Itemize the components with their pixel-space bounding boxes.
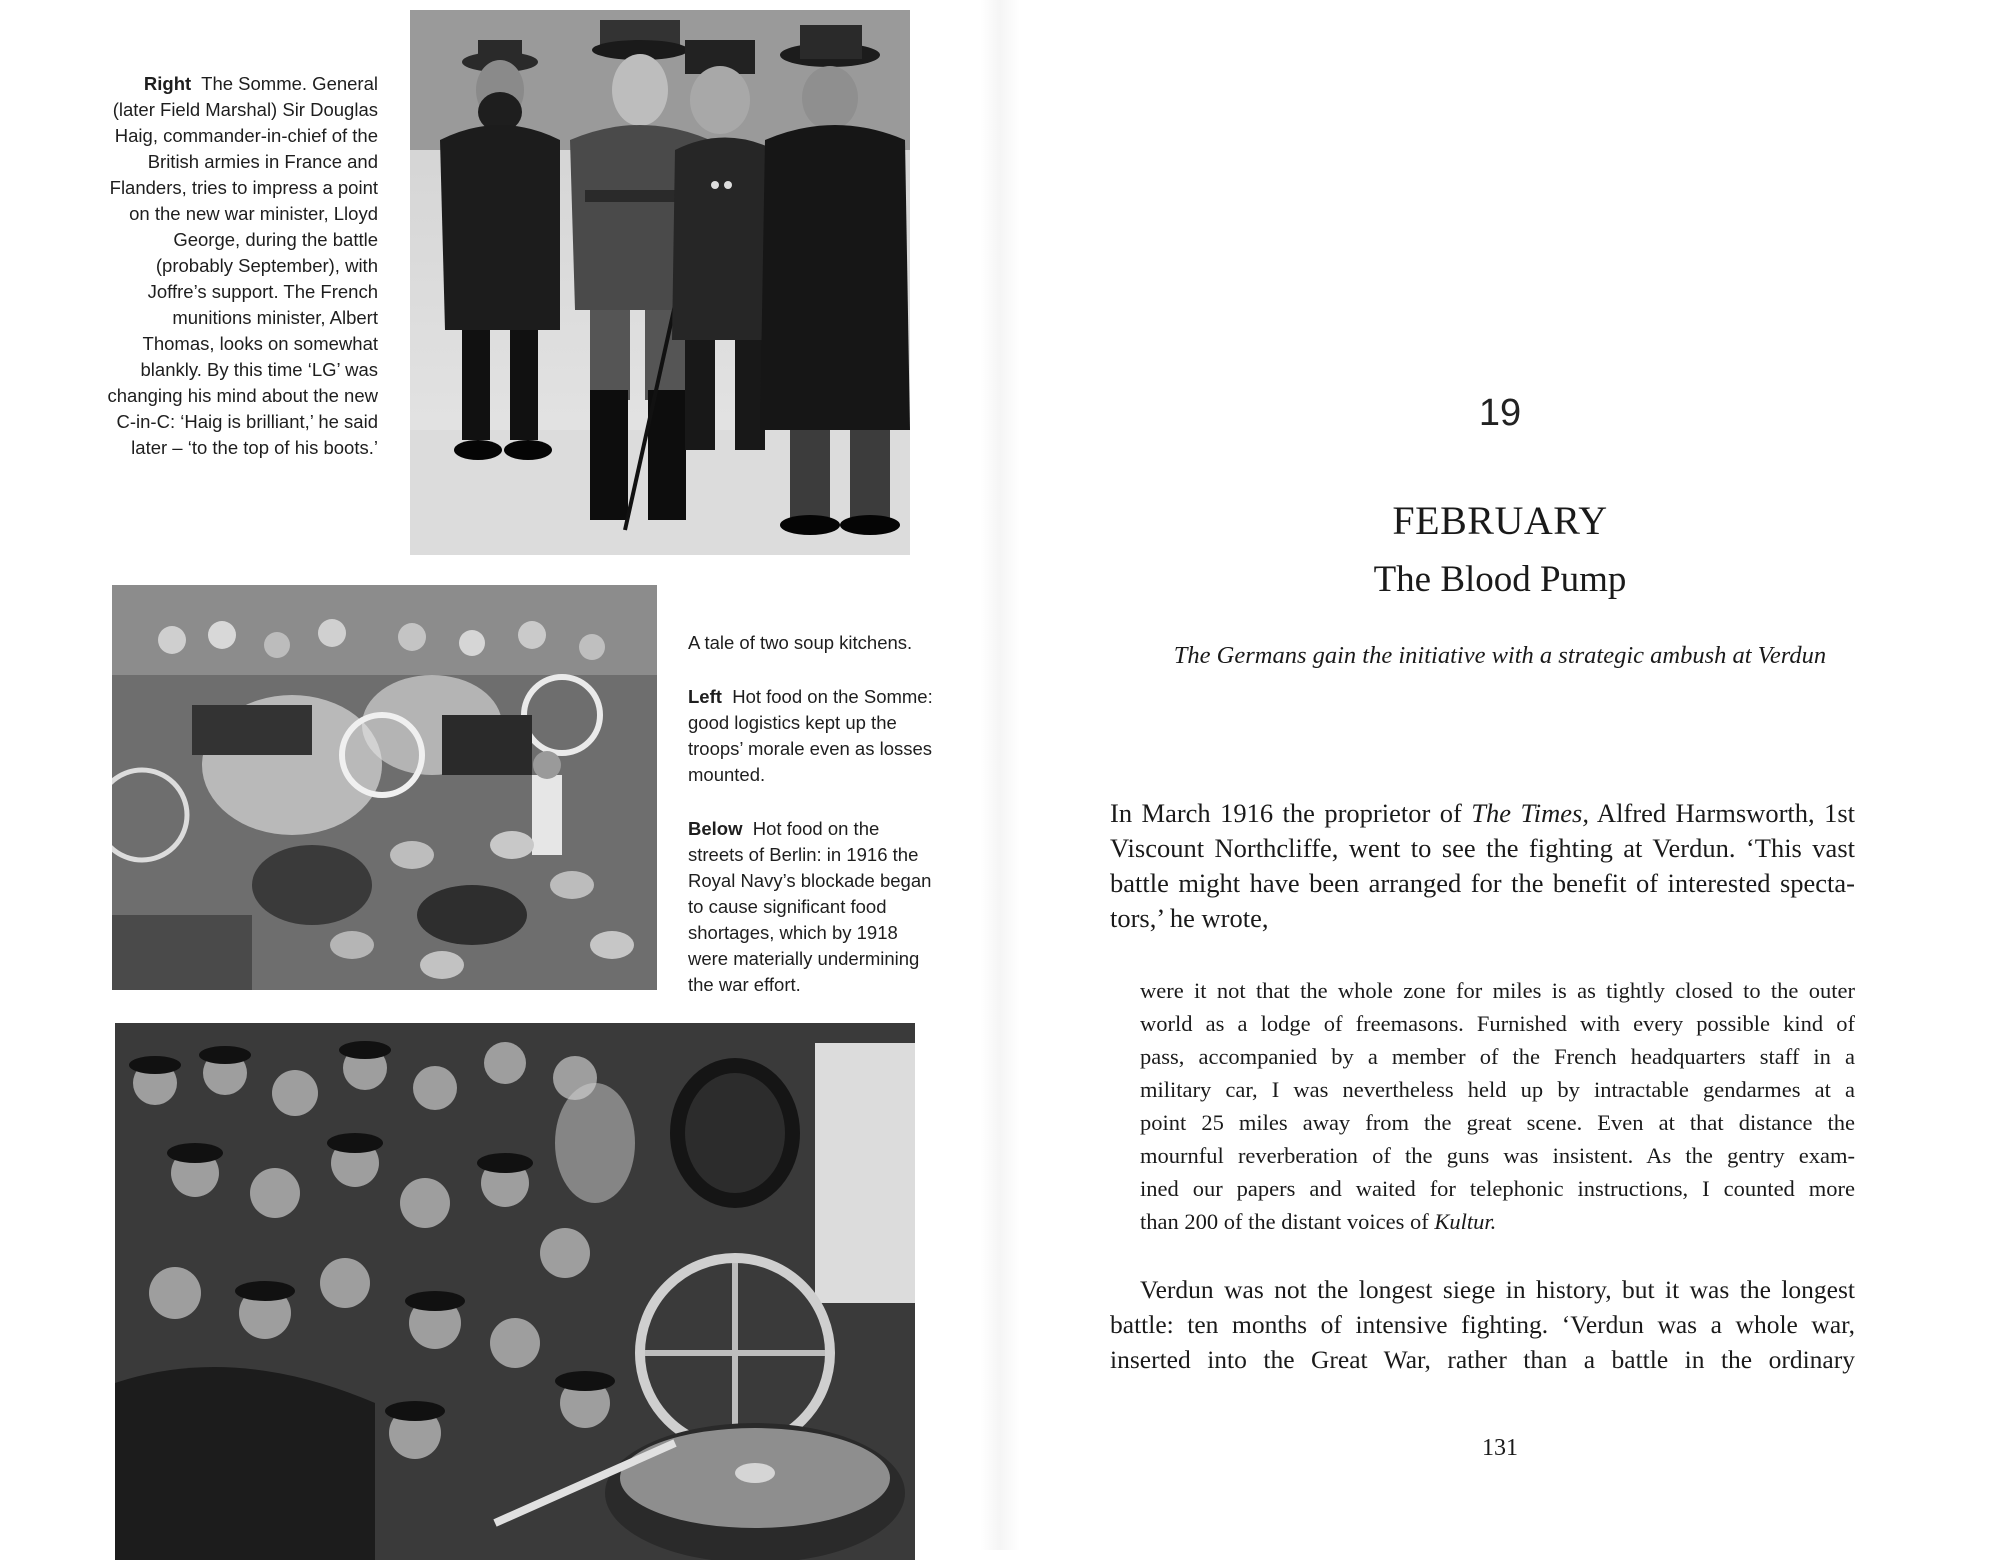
text-run: In March 1916 the proprietor of bbox=[1110, 798, 1472, 828]
block-quote bbox=[1140, 974, 1855, 1238]
body-paragraph-1 bbox=[1110, 796, 1855, 936]
caption-label-right: Right bbox=[143, 73, 192, 94]
photo-somme-soup-kitchen bbox=[112, 585, 657, 990]
text-line: Viscount Northcliffe, went to see the fighting at Verdun. ‘This vast bbox=[1110, 833, 1855, 863]
kultur-word: Kultur. bbox=[1434, 1209, 1497, 1234]
caption-label-left: Left bbox=[688, 686, 722, 707]
caption-haig-photo bbox=[100, 71, 378, 461]
right-page bbox=[1000, 0, 2000, 1550]
quote-line: pass, accompanied by a member of the French headquarters staff in a bbox=[1140, 1044, 1855, 1069]
text-run: than 200 of the distant voices of bbox=[1140, 1209, 1435, 1234]
caption-text-left: Hot food on the Somme: good logistics kept up the troops’ morale even as losses mounted. bbox=[688, 686, 933, 785]
quote-line: military car, I was nevertheless held up by intractable gendarmes at a bbox=[1140, 1077, 1855, 1102]
photo-berlin-image bbox=[115, 1023, 915, 1560]
caption-soup-below bbox=[688, 816, 938, 998]
caption-soup-intro: A tale of two soup kitchens. bbox=[688, 632, 913, 653]
quote-line: mournful reverberation of the guns was insistent. As the gentry exam- bbox=[1140, 1143, 1855, 1168]
page-number: 131 bbox=[1482, 1435, 1518, 1461]
caption-label-below: Below bbox=[688, 818, 743, 839]
caption-soup-kitchens bbox=[688, 630, 938, 1026]
text-line: tors,’ he wrote, bbox=[1110, 903, 1269, 933]
text-run: Alfred Harmsworth, 1st bbox=[1588, 798, 1855, 828]
quote-line: were it not that the whole zone for miles is as tightly closed to the outer bbox=[1140, 978, 1855, 1003]
chapter-subtitle: The Germans gain the initiative with a strategic ambush at Verdun bbox=[1173, 642, 1827, 669]
chapter-number: 19 bbox=[1478, 392, 1522, 434]
left-page bbox=[0, 0, 1000, 1550]
text-line: battle: ten months of intensive fighting. ‘Verdun was a whole war, bbox=[1110, 1310, 1855, 1339]
body-paragraph-2 bbox=[1110, 1272, 1855, 1377]
caption-soup-left bbox=[688, 684, 938, 788]
chapter-month: FEBRUARY bbox=[1392, 498, 1608, 543]
photo-berlin-soup-kitchen bbox=[115, 1023, 915, 1560]
photo-haig-lloyd-george bbox=[410, 10, 910, 555]
caption-text-below: Hot food on the streets of Berlin: in 1916 the Royal Navy’s blockade began to cause significant food shortages, which by 1918 were materially undermining the war effort. bbox=[688, 818, 932, 995]
text-line bbox=[1110, 796, 1855, 831]
chapter-title: The Blood Pump bbox=[1373, 559, 1627, 600]
photo-haig-image bbox=[410, 10, 910, 555]
quote-line: world as a lodge of freemasons. Furnished with every possible kind of bbox=[1140, 1011, 1855, 1036]
photo-somme-image bbox=[112, 585, 657, 990]
text-line: battle might have been arranged for the benefit of interested specta- bbox=[1110, 868, 1855, 898]
quote-line: ined our papers and waited for telephonic instructions, I counted more bbox=[1140, 1176, 1855, 1201]
text-line: Verdun was not the longest siege in history, but it was the longest bbox=[1140, 1275, 1855, 1304]
newspaper-title: The Times, bbox=[1471, 798, 1589, 828]
quote-line bbox=[1140, 1205, 1855, 1238]
quote-line: point 25 miles away from the great scene. Even at that distance the bbox=[1140, 1110, 1855, 1135]
text-line: inserted into the Great War, rather than a battle in the ordinary bbox=[1110, 1345, 1855, 1374]
caption-text-right: The Somme. General (later Field Marshal) Sir Douglas Haig, commander-in-chief of the British armies in France and Flanders, tries to impress a point on the new war minister, Lloyd George, during the battle (probably September), with Joffre’s support. The French munitions minister, Albert Thomas, looks on somewhat blankly. By this time ‘LG’ was changing his mind about the new C-in-C: ‘Haig is brilliant,’ he said later – ‘to the top of his boots.’ bbox=[107, 73, 378, 458]
